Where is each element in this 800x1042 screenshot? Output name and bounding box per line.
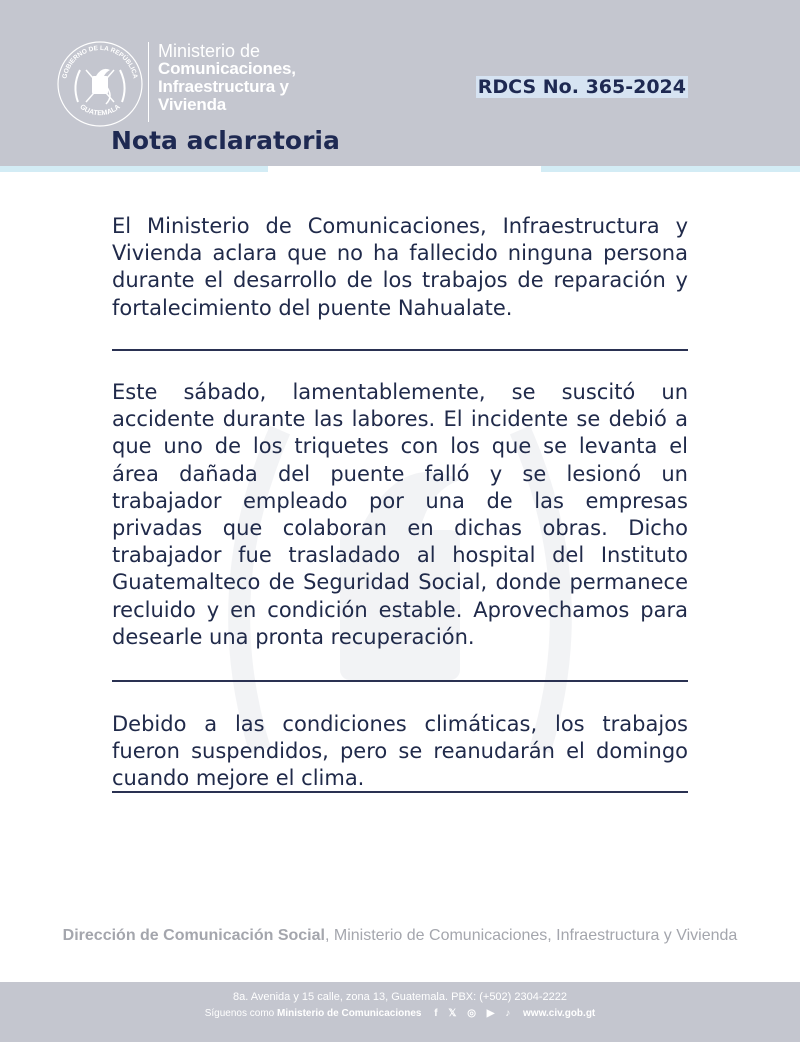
tiktok-icon[interactable]: ♪ <box>505 1008 511 1019</box>
footer-department <box>0 927 800 945</box>
paragraph-3-text: Debido a las condiciones climáticas, los trabajos fueron suspendidos, pero se reanudarán el domingo cuando mejore el clima. <box>112 712 688 791</box>
social-icons <box>430 1008 514 1019</box>
footer-social <box>0 1008 800 1019</box>
footer-department-name: Dirección de Comunicación Social <box>62 927 325 944</box>
paragraph-2-text: Este sábado, lamentablemente, se suscitó un accidente durante las labores. El incidente se debió a que uno de los triquetes con los que se levanta el área dañada del puente falló y se lesionó un trabajador empleado por una de las empresas privadas que colaboran en dichas obras. Dicho trabajador fue trasladado al hospital del Instituto Guatemalteco de Seguridad Social, donde permanece recluido y en condición estable. Aprovechamos para desearle una pronta recuperación. <box>112 380 688 649</box>
paragraph-1-underline <box>112 349 688 351</box>
page-title: Nota aclaratoria <box>111 126 340 155</box>
instagram-icon[interactable]: ◎ <box>467 1008 476 1019</box>
ministry-line-4: Vivienda <box>158 95 227 114</box>
x-icon[interactable]: 𝕏 <box>448 1008 457 1019</box>
ministry-line-2: Comunicaciones, <box>158 59 296 78</box>
document-number: RDCS No. 365-2024 <box>477 76 686 98</box>
svg-text:GUATEMALA <box>78 104 121 118</box>
paragraph-2-underline <box>112 680 688 682</box>
paragraph-1-text: El Ministerio de Comunicaciones, Infraestructura y Vivienda aclara que no ha fallecido ninguna persona durante el desarrollo de los trabajos de reparación y fortalecimiento del puente Nahualate. <box>112 214 688 320</box>
header-accent-line-left <box>0 166 268 172</box>
website-link[interactable]: www.civ.gob.gt <box>523 1008 596 1019</box>
ministry-line-3: Infraestructura y <box>158 77 289 96</box>
seal-text-top: GOBIERNO DE LA REPÚBLICA <box>61 44 139 80</box>
paragraph-3-underline <box>112 791 688 793</box>
guatemala-seal-icon <box>56 40 144 128</box>
follow-prefix: Síguenos como <box>204 1008 275 1019</box>
paragraph-2 <box>112 379 688 651</box>
footer-address: 8a. Avenida y 15 calle, zona 13, Guatemala. PBX: (+502) 2304-2222 <box>233 991 567 1003</box>
ministry-line-1: Ministerio de <box>158 41 261 61</box>
header-accent-line-right <box>541 166 800 172</box>
seal-text-bottom: GUATEMALA <box>78 103 122 118</box>
youtube-icon[interactable]: ▶ <box>486 1008 495 1019</box>
facebook-icon[interactable]: f <box>434 1008 438 1019</box>
paragraph-3 <box>112 711 688 793</box>
paragraph-1 <box>112 213 688 322</box>
header-divider <box>148 42 149 122</box>
follow-handle: Ministerio de Comunicaciones <box>277 1008 422 1019</box>
footer-department-suffix: , Ministerio de Comunicaciones, Infraestructura y Vivienda <box>324 927 738 944</box>
ministry-logo-text <box>158 42 296 114</box>
